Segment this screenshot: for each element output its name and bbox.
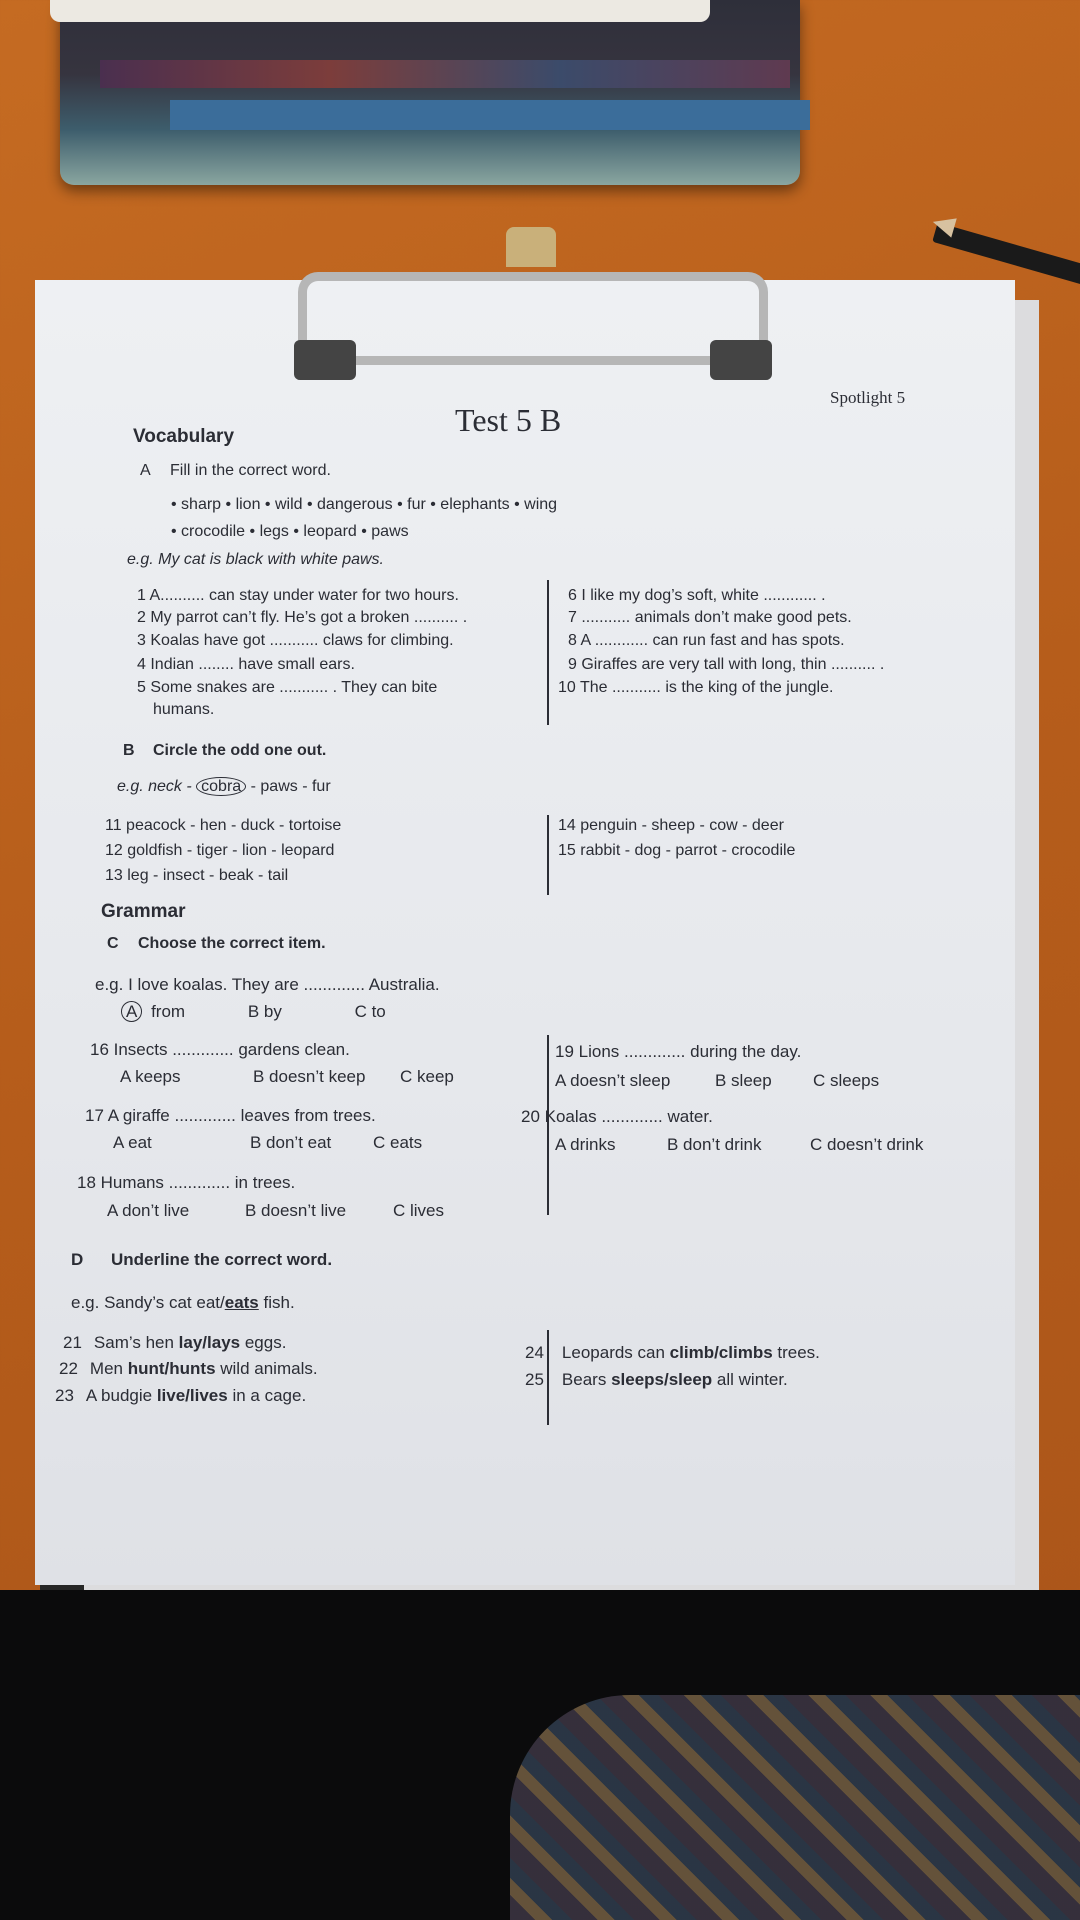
example-option-a-text: from bbox=[151, 1002, 186, 1021]
q16-option-a: A keeps bbox=[120, 1067, 181, 1086]
part-a-letter: A bbox=[140, 462, 151, 479]
item-number: 23 bbox=[55, 1386, 74, 1405]
book-spine bbox=[100, 60, 790, 88]
item-text-end: eggs. bbox=[240, 1333, 287, 1352]
part-b-letter: B bbox=[123, 742, 135, 759]
question-19: 19 Lions ............. during the day. bbox=[555, 1042, 802, 1061]
item-text: Bears bbox=[561, 1370, 612, 1389]
q17-option-b: B don’t eat bbox=[250, 1133, 332, 1152]
part-d-item-22 bbox=[59, 1359, 318, 1379]
item-text-end: all winter. bbox=[712, 1370, 788, 1389]
q19-option-b: B sleep bbox=[715, 1071, 772, 1090]
part-b-item-14: 14 penguin - sheep - cow - deer bbox=[558, 817, 784, 834]
q20-option-b: B don’t drink bbox=[667, 1135, 762, 1154]
example-option-b: B by bbox=[247, 1002, 282, 1021]
q18-option-c: C lives bbox=[393, 1201, 445, 1220]
part-a-item-8: 8 A ............ can run fast and has spots. bbox=[568, 632, 845, 649]
item-choice: live/lives bbox=[156, 1386, 228, 1405]
clip-hook bbox=[506, 227, 556, 267]
patterned-cloth bbox=[510, 1695, 1080, 1920]
q19-option-c: C sleeps bbox=[813, 1071, 880, 1090]
clip-end-left bbox=[294, 340, 356, 380]
q19-option-a: A doesn’t sleep bbox=[555, 1071, 671, 1090]
part-d-example-underlined: eats bbox=[224, 1293, 259, 1312]
part-b-instruction: Circle the odd one out. bbox=[153, 742, 327, 759]
question-18: 18 Humans ............. in trees. bbox=[77, 1173, 296, 1192]
part-a-item-6: 6 I like my dog’s soft, white ............ . bbox=[568, 587, 826, 604]
part-d-example-prefix: e.g. Sandy’s cat eat/ bbox=[71, 1293, 225, 1312]
part-d-item-24 bbox=[525, 1343, 820, 1363]
worksheet-page bbox=[35, 280, 1015, 1585]
part-a-item-1: 1 A.......... can stay under water for two hours. bbox=[137, 587, 459, 604]
grammar-heading: Grammar bbox=[101, 901, 186, 922]
part-b-item-12: 12 goldfish - tiger - lion - leopard bbox=[105, 842, 335, 859]
part-d-item-23 bbox=[55, 1386, 306, 1406]
part-d-item-25 bbox=[525, 1370, 788, 1390]
top-paper bbox=[50, 0, 710, 22]
part-c-example: e.g. I love koalas. They are ............. Australia. bbox=[95, 975, 440, 994]
part-d-item-21 bbox=[63, 1333, 286, 1353]
example-option-c: C to bbox=[354, 1002, 386, 1021]
part-a-item-5-cont: humans. bbox=[153, 701, 215, 718]
page-title: Test 5 B bbox=[455, 402, 562, 438]
item-number: 22 bbox=[59, 1359, 78, 1378]
part-d-instruction: Underline the correct word. bbox=[111, 1250, 333, 1269]
part-b-item-13: 13 leg - insect - beak - tail bbox=[105, 867, 289, 884]
part-a-example: e.g. My cat is black with white paws. bbox=[127, 551, 384, 568]
item-text-end: in a cage. bbox=[227, 1386, 307, 1405]
item-text: A budgie bbox=[85, 1386, 157, 1405]
item-text-end: trees. bbox=[772, 1343, 820, 1362]
item-text: Sam’s hen bbox=[93, 1333, 179, 1352]
word-bank-line-2: • crocodile • legs • leopard • paws bbox=[171, 523, 409, 540]
clip-rod bbox=[298, 356, 768, 365]
part-b-item-15: 15 rabbit - dog - parrot - crocodile bbox=[558, 842, 796, 859]
item-number: 25 bbox=[525, 1370, 544, 1389]
metal-clip bbox=[298, 272, 768, 380]
item-text: Leopards can bbox=[561, 1343, 670, 1362]
part-a-item-9: 9 Giraffes are very tall with long, thin .......... . bbox=[568, 656, 885, 673]
q18-option-b: B doesn’t live bbox=[245, 1201, 347, 1220]
part-d-letter: D bbox=[71, 1250, 84, 1269]
example-option-a-circled: A bbox=[121, 1001, 142, 1022]
series-label: Spotlight 5 bbox=[830, 388, 906, 407]
item-choice: climb/climbs bbox=[669, 1343, 773, 1362]
part-a-item-4: 4 Indian ........ have small ears. bbox=[137, 656, 355, 673]
item-number: 24 bbox=[525, 1343, 544, 1362]
item-text: Men bbox=[89, 1359, 128, 1378]
question-20: 20 Koalas ............. water. bbox=[521, 1107, 713, 1126]
q20-option-a: A drinks bbox=[555, 1135, 616, 1154]
q17-option-c: C eats bbox=[373, 1133, 423, 1152]
part-c-letter: C bbox=[107, 935, 119, 952]
part-d-example bbox=[71, 1293, 295, 1313]
vocabulary-heading: Vocabulary bbox=[133, 426, 235, 447]
word-bank-line-1: • sharp • lion • wild • dangerous • fur • elephants • wing bbox=[171, 496, 558, 513]
item-text-end: wild animals. bbox=[215, 1359, 318, 1378]
q17-option-a: A eat bbox=[113, 1133, 152, 1152]
part-b-example-suffix: - paws - fur bbox=[246, 778, 331, 795]
item-choice: sleeps/sleep bbox=[611, 1370, 713, 1389]
part-b-item-11: 11 peacock - hen - duck - tortoise bbox=[105, 817, 342, 834]
part-d-example-suffix: fish. bbox=[258, 1293, 295, 1312]
part-c-example-options bbox=[121, 1002, 386, 1022]
part-a-item-3: 3 Koalas have got ........... claws for climbing. bbox=[137, 632, 454, 649]
part-a-instruction: Fill in the correct word. bbox=[170, 462, 331, 479]
books-stack bbox=[60, 0, 800, 185]
part-b-example-prefix: e.g. neck - bbox=[117, 778, 197, 795]
q16-option-c: C keep bbox=[400, 1067, 454, 1086]
blue-book bbox=[170, 100, 810, 130]
part-a-item-7: 7 ........... animals don’t make good pets. bbox=[568, 609, 852, 626]
item-choice: hunt/hunts bbox=[127, 1359, 216, 1378]
part-c-instruction: Choose the correct item. bbox=[138, 935, 326, 952]
column-divider-a bbox=[547, 580, 549, 725]
question-17: 17 A giraffe ............. leaves from trees. bbox=[85, 1106, 376, 1125]
part-a-item-10: 10 The ........... is the king of the jungle. bbox=[558, 679, 834, 696]
question-16: 16 Insects ............. gardens clean. bbox=[90, 1040, 350, 1059]
q18-option-a: A don’t live bbox=[107, 1201, 190, 1220]
item-choice: lay/lays bbox=[178, 1333, 241, 1352]
part-a-item-5: 5 Some snakes are ........... . They can bite bbox=[137, 679, 438, 696]
clip-end-right bbox=[710, 340, 772, 380]
part-b-example bbox=[117, 778, 331, 796]
part-b-example-circled: cobra bbox=[196, 777, 246, 796]
part-a-item-2: 2 My parrot can’t fly. He’s got a broken .......... . bbox=[137, 609, 468, 626]
column-divider-b bbox=[547, 815, 549, 895]
q20-option-c: C doesn’t drink bbox=[810, 1135, 924, 1154]
item-number: 21 bbox=[63, 1333, 82, 1352]
q16-option-b: B doesn’t keep bbox=[253, 1067, 366, 1086]
